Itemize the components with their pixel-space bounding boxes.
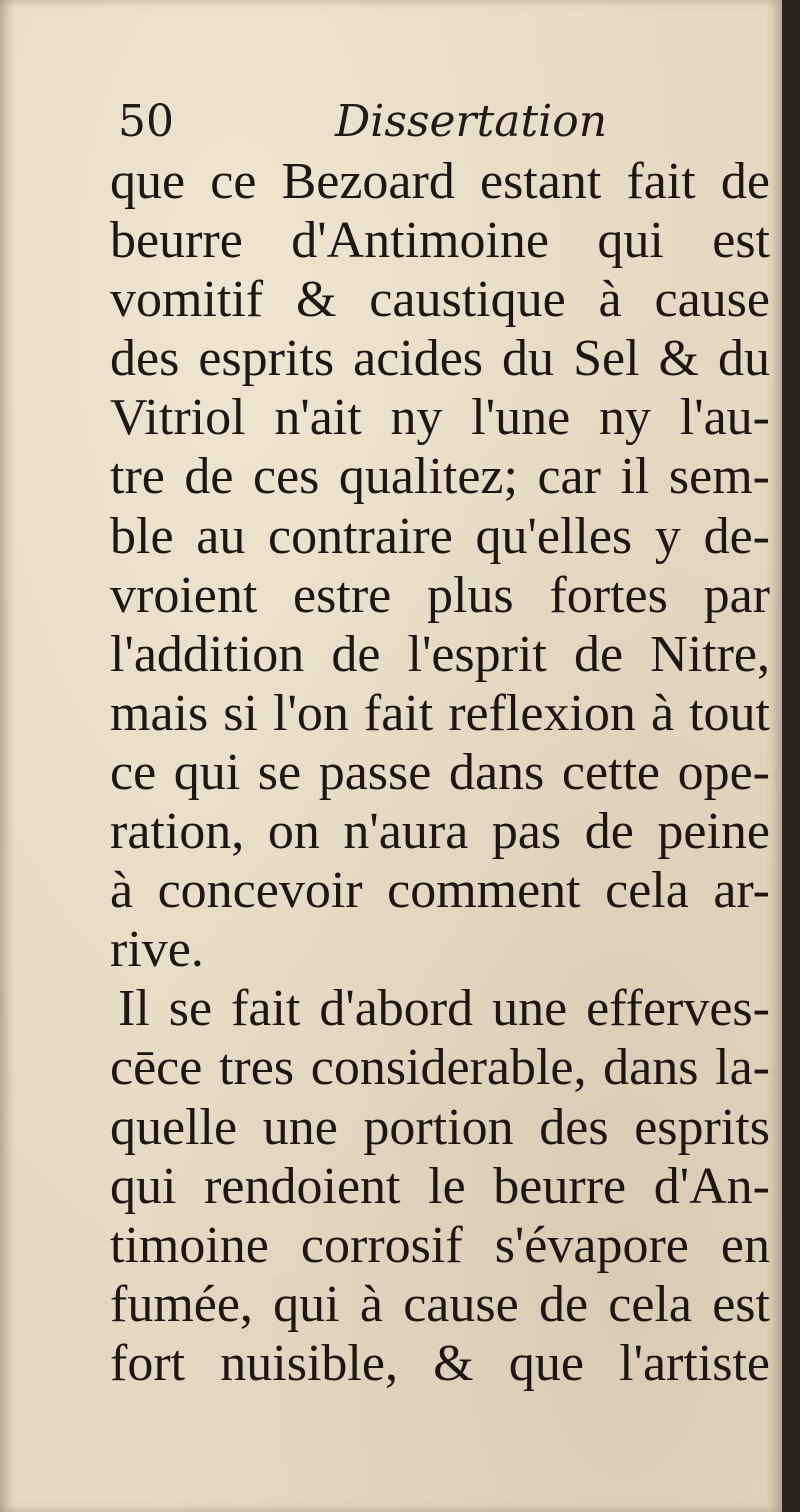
text-line: cēce tres considerable, dans la- <box>110 1039 770 1097</box>
text-line: timoine corrosif s'évapore en <box>110 1216 770 1274</box>
page-header <box>110 92 750 152</box>
running-title: Dissertation <box>335 96 608 147</box>
page-gutter-shadow <box>0 0 14 1512</box>
text-line: rive. <box>110 921 204 979</box>
text-line: ce qui se passe dans cette ope- <box>110 743 770 801</box>
text-line: vomitif & caustique à cause <box>110 271 770 329</box>
text-line: qui rendoient le beurre d'An- <box>110 1157 770 1215</box>
text-line: vroient estre plus fortes par <box>110 566 770 624</box>
text-line: des esprits acides du Sel & du <box>110 330 770 388</box>
book-edge-shadow <box>782 0 800 1512</box>
text-line: Il se fait d'abord une efferves- <box>118 980 770 1038</box>
text-line: l'addition de l'esprit de Nitre, <box>110 625 770 683</box>
text-line: tre de ces qualitez; car il sem- <box>110 448 770 506</box>
text-line: ble au contraire qu'elles y de- <box>110 507 770 565</box>
text-line: que ce Bezoard estant fait de <box>110 153 770 210</box>
text-line: beurre d'Antimoine qui est <box>110 212 770 270</box>
text-line: ration, on n'aura pas de peine <box>110 803 770 861</box>
text-line: mais si l'on fait reflexion à tout <box>110 684 770 742</box>
text-line: à concevoir comment cela ar- <box>110 862 770 920</box>
body-text <box>110 152 770 1393</box>
page-number: 50 <box>118 96 174 147</box>
text-line: fort nuisible, & que l'artiste <box>110 1334 770 1392</box>
text-line: quelle une portion des esprits <box>110 1098 770 1156</box>
text-line: Vitriol n'ait ny l'une ny l'au- <box>110 389 770 447</box>
text-line: fumée, qui à cause de cela est <box>110 1275 770 1333</box>
